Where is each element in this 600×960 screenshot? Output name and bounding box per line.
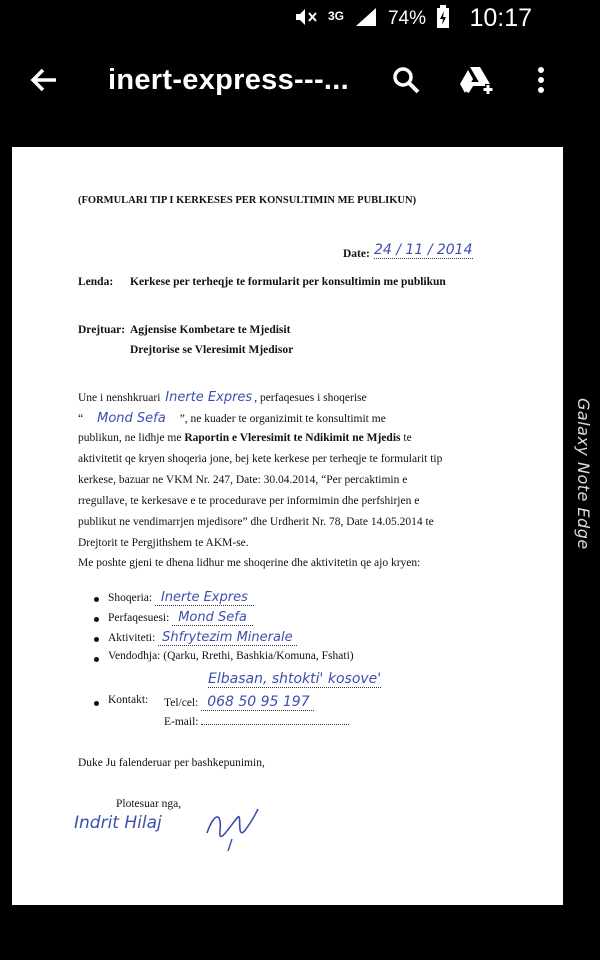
addressee-line1: Agjensise Kombetare te Mjedisit	[130, 324, 291, 336]
body-text: Une i nenshkruari	[78, 392, 161, 404]
body-text: te	[403, 432, 412, 444]
contact-label: Kontakt:	[108, 694, 149, 706]
subject-label: Lenda:	[78, 276, 114, 288]
body-line-5: kerkese, bazuar ne VKM Nr. 247, Date: 30.04.2014, “Per percaktimin e	[78, 474, 408, 486]
location-value: Elbasan, shtokti' kosove'	[208, 671, 382, 687]
body-line-8: Drejtorit te Pergjithshem te AKM-se.	[78, 537, 249, 549]
bullet-icon	[94, 637, 99, 642]
activity-field	[108, 630, 297, 645]
device-watermark: Galaxy Note Edge	[574, 398, 593, 550]
subject-text: Kerkese per terheqje te formularit per konsultimin me publikun	[130, 276, 446, 288]
search-button[interactable]	[384, 58, 428, 102]
body-text: , perfaqesues i shoqerise	[254, 392, 367, 404]
status-bar	[0, 0, 600, 38]
body-line-9: Me poshte gjeni te dhena lidhur me shoqerine dhe aktivitetin qe ajo kryen:	[78, 557, 421, 569]
body-text: publikun, ne lidhje me	[78, 432, 182, 444]
location-label: Vendodhja: (Qarku, Rrethi, Bashkia/Komuna, Fshati)	[108, 650, 354, 662]
filled-by-label: Plotesuar nga,	[116, 798, 182, 810]
handwritten-company: Inerte Expres	[165, 390, 253, 405]
email-blank	[201, 724, 349, 725]
signal-icon	[354, 6, 378, 33]
representative-value: Mond Sefa	[172, 610, 253, 626]
bullet-icon	[94, 701, 99, 706]
form-title: (FORMULARI TIP I KERKESES PER KONSULTIMIN ME PUBLIKUN)	[78, 195, 417, 206]
body-text: “	[78, 413, 84, 425]
body-line-6: rregullave, te kerkesave e te procedurave per informimin dhe perfshirjen e	[78, 495, 420, 507]
search-icon	[392, 66, 420, 94]
addressee-line2: Drejtorise se Vleresimit Mjedisor	[130, 344, 294, 356]
bullet-icon	[94, 617, 99, 622]
mute-icon	[294, 6, 318, 33]
bullet-icon	[94, 657, 99, 662]
addressee-label: Drejtuar:	[78, 324, 126, 336]
more-options-button[interactable]	[519, 58, 563, 102]
body-line-4: aktivitetit qe kryen shoqeria jone, bej kete kerkese per terheqje te formularit tip	[78, 453, 443, 465]
back-button[interactable]	[22, 58, 66, 102]
app-toolbar	[0, 44, 600, 116]
representative-label: Perfaqesuesi:	[108, 612, 170, 624]
email-field	[164, 716, 349, 728]
activity-value: Shfrytezim Minerale	[158, 630, 296, 646]
body-line-2	[78, 411, 386, 426]
representative-field	[108, 610, 253, 625]
phone-label: Tel/cel:	[164, 697, 199, 709]
signature-flourish	[202, 803, 262, 853]
closing-text: Duke Ju falenderuar per bashkepunimin,	[78, 757, 265, 769]
clock: 10:17	[469, 4, 532, 32]
phone-value: 068 50 95 197	[201, 694, 313, 711]
company-field	[108, 590, 254, 605]
status-icons	[294, 6, 450, 32]
drive-add-icon	[459, 65, 493, 95]
company-label: Shoqeria:	[108, 592, 153, 604]
company-value: Inerte Expres	[155, 590, 254, 606]
phone-field	[164, 694, 314, 710]
handwritten-representative: Mond Sefa	[97, 411, 166, 426]
network-type: 3G	[327, 9, 344, 23]
body-line-7: publikut ne vendimarrjen mjedisore” dhe Urdherit Nr. 78, Date 14.05.2014 te	[78, 516, 434, 528]
body-text: ”, ne kuader te organizimit te konsultimit me	[179, 413, 386, 425]
bullet-icon	[94, 597, 99, 602]
signature: Indrit Hilaj	[74, 813, 162, 833]
date-value: 24 / 11 / 2014	[374, 242, 473, 258]
battery-percent: 74%	[387, 8, 426, 29]
document-title: inert-express---...	[108, 64, 349, 96]
add-to-drive-button[interactable]	[454, 58, 498, 102]
body-line-3	[78, 432, 412, 444]
document-page[interactable]	[12, 147, 563, 905]
activity-label: Aktiviteti:	[108, 632, 156, 644]
more-vert-icon	[537, 67, 545, 93]
back-arrow-icon	[30, 67, 58, 93]
date-label: Date:	[343, 248, 370, 260]
email-label: E-mail:	[164, 716, 199, 728]
report-name: Raportin e Vleresimit te Ndikimit ne Mjedis	[184, 432, 401, 444]
battery-charging-icon	[436, 5, 450, 34]
body-line-1	[78, 390, 367, 405]
